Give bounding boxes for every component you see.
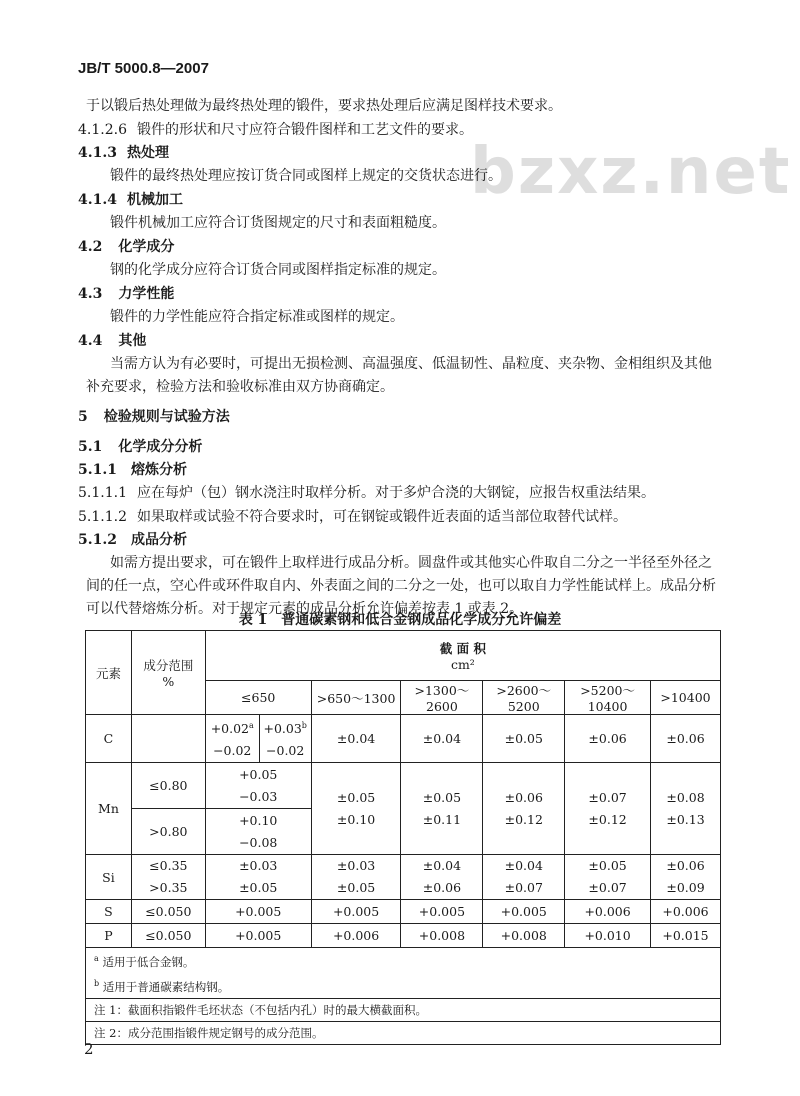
value-line: ±0.07 [504,880,543,896]
value-line: ±0.08 [666,789,705,805]
value-plus: +0.05 [239,766,278,782]
value-line: ±0.05 [422,789,462,805]
value-line: ±0.12 [588,811,627,827]
value-line: ±0.06 [504,789,543,805]
value-line: ±0.04 [422,858,462,874]
table-row [86,900,721,924]
clause-5-1-2-heading [78,530,187,550]
footnote-mark: b [94,978,100,988]
header-col: >10400 [651,681,721,715]
deviation-table [85,630,721,1045]
cell-value: ±0.05 [483,715,565,763]
clause-number: 4.1.3 [78,145,117,161]
cell-value [651,763,721,855]
header-area [205,631,720,681]
clause-4-2-text: 钢的化学成分应符合订货合同或图样指定标准的规定。 [110,262,446,278]
paragraph: 于以锻后热处理做为最终热处理的锻件，要求热处理后应满足图样技术要求。 [86,98,562,114]
cell-value: +0.010 [565,924,651,948]
clause-4-1-3-heading [78,143,169,163]
table-row [86,763,721,809]
clause-text: 如果取样或试验不符合要求时，可在钢锭或锻件近表面的适当部位取替代试样。 [136,509,627,525]
clause-5-1-1-2 [78,507,627,527]
value-plus: +0.10 [239,812,278,828]
value-line: ±0.04 [504,858,543,874]
clause-number: 5.1.1 [78,462,117,478]
section-5-heading [78,407,230,427]
value-line: ±0.03 [336,858,376,874]
value-minus: −0.02 [266,743,305,759]
note-row [86,998,721,1021]
footnote-mark: a [249,721,254,730]
clause-number: 5.1 [78,439,103,455]
header-range [131,631,205,715]
clause-5-1-heading [78,437,202,457]
clause-number: 4.1.4 [78,192,117,208]
cell-value [401,763,483,855]
clause-4-1-4-heading [78,190,183,210]
footnotes-cell [86,948,721,999]
value-line: ±0.06 [422,880,462,896]
header-col: ≤650 [205,681,311,715]
value-line: ±0.13 [666,811,705,827]
cell-value [205,855,311,900]
cell-value [259,715,311,763]
value-line: ±0.05 [239,880,278,896]
clause-title: 机械加工 [126,192,183,208]
footnote-mark: a [94,954,99,964]
clause-4-1-3-text: 锻件的最终热处理应按订货合同或图样上规定的交货状态进行。 [110,168,502,184]
header-element: 元素 [86,631,132,715]
footnote-b: 适用于普通碳素结构钢。 [102,979,230,994]
note-2: 注 2：成分范围指锻件规定钢号的成分范围。 [86,1021,721,1044]
table-row [86,715,721,763]
note-1: 注 1：截面积指锻件毛坯状态（不包括内孔）时的最大横截面积。 [86,998,721,1021]
cell-value [311,763,401,855]
clause-4-1-2-6 [78,120,473,140]
clause-4-4-text-line2: 补充要求，检验方法和验收标准由双方协商确定。 [86,379,394,395]
footnote-a: 适用于低合金钢。 [102,954,195,969]
cell-range: >0.80 [131,809,205,855]
header-col: >1300～2600 [401,681,483,715]
clause-5-1-2-line2: 间的任一点，空心件或环件取自内、外表面之间的二分之一处，也可以取自力学性能试样上。成品分析 [86,578,716,594]
clause-5-1-1-1 [78,483,655,503]
cell-value [483,763,565,855]
table-header-row [86,631,721,681]
clause-title: 热处理 [126,145,169,161]
cell-value: +0.006 [565,900,651,924]
table-row [86,924,721,948]
clause-5-1-2-line1: 如需方提出要求，可在锻件上取样进行成品分析。圆盘件或其他实心件取自二分之一半径至外径之 [110,555,712,571]
clause-4-1-4-text: 锻件机械加工应符合订货图规定的尺寸和表面粗糙度。 [110,215,446,231]
clause-text: 应在每炉（包）钢水浇注时取样分析。对于多炉合浇的大钢锭，应报告权重法结果。 [136,485,655,501]
page-number: 2 [84,1040,94,1058]
table-row [86,855,721,900]
table-caption: 表 1 普通碳素钢和低合金钢成品化学成分允许偏差 [238,612,562,628]
clause-number: 5 [78,409,88,425]
cell-value: +0.008 [401,924,483,948]
clause-5-1-2-line3: 可以代替熔炼分析。对于规定元素的成品分析允许偏差按表 1 或表 2。 [86,601,524,617]
cell-value: +0.015 [651,924,721,948]
value-plus: +0.02 [210,721,249,737]
cell-range [131,715,205,763]
watermark: bzxz.net [470,135,792,209]
clause-4-4-heading [78,331,146,351]
value-line: ±0.05 [336,880,376,896]
cell-value: +0.005 [401,900,483,924]
clause-number: 4.1.2.6 [78,122,127,138]
header-range-line2: % [162,674,175,689]
cell-value: +0.006 [651,900,721,924]
cell-value [565,763,651,855]
cell-value: +0.005 [483,900,565,924]
cell-value: +0.005 [311,900,401,924]
value-plus: +0.03 [263,721,302,737]
value-minus: −0.03 [239,788,278,804]
clause-4-4-text-line1: 当需方认为有必要时，可提出无损检测、高温强度、低温韧性、晶粒度、夹杂物、金相组织及其他 [110,356,712,372]
clause-title: 化学成分分析 [118,439,203,455]
header-col: >5200～10400 [565,681,651,715]
cell-value: +0.008 [483,924,565,948]
cell-range [131,855,205,900]
value-line: ±0.05 [336,789,376,805]
clause-4-3-text: 锻件的力学性能应符合指定标准或图样的规定。 [110,309,404,325]
clause-title: 熔炼分析 [130,462,187,478]
clause-title: 成品分析 [130,532,187,548]
cell-value: +0.006 [311,924,401,948]
clause-number: 4.2 [78,239,103,255]
cell-value [565,855,651,900]
clause-number: 5.1.1.2 [78,509,127,525]
clause-5-1-1-heading [78,460,187,480]
clause-number: 5.1.2 [78,532,117,548]
cell-element: Mn [86,763,132,855]
clause-title: 检验规则与试验方法 [103,409,230,425]
value-line: ±0.06 [666,858,705,874]
cell-value [401,855,483,900]
value-line: ±0.07 [588,880,627,896]
cell-element: P [86,924,132,948]
cell-value [311,855,401,900]
cell-range: ≤0.80 [131,763,205,809]
cell-range: ≤0.050 [131,924,205,948]
value-line: ±0.12 [504,811,543,827]
cell-value: +0.005 [205,900,311,924]
range-line: >0.35 [149,880,188,896]
clause-title: 其他 [118,333,147,349]
cell-value [205,715,259,763]
cell-value [483,855,565,900]
header-area-title: 截 面 积 [439,641,486,656]
cell-value: ±0.06 [651,715,721,763]
clause-number: 5.1.1.1 [78,485,127,501]
note-row [86,1021,721,1044]
cell-element: S [86,900,132,924]
header-range-line1: 成分范围 [143,658,194,673]
clause-number: 4.3 [78,286,103,302]
cell-value [651,855,721,900]
cell-element: Si [86,855,132,900]
cell-element: C [86,715,132,763]
cell-value [205,809,311,855]
cell-value: ±0.06 [565,715,651,763]
value-line: ±0.03 [239,858,278,874]
clause-text: 锻件的形状和尺寸应符合锻件图样和工艺文件的要求。 [136,122,473,138]
value-minus: −0.02 [213,743,252,759]
value-line: ±0.11 [422,811,462,827]
header-col: >2600～5200 [483,681,565,715]
cell-value: +0.005 [205,924,311,948]
value-line: ±0.09 [666,880,705,896]
header-area-unit: cm² [450,657,475,672]
clause-title: 力学性能 [118,286,175,302]
cell-range: ≤0.050 [131,900,205,924]
clause-title: 化学成分 [118,239,175,255]
value-line: ±0.10 [336,811,376,827]
cell-value: ±0.04 [401,715,483,763]
value-line: ±0.07 [588,789,627,805]
range-line: ≤0.35 [149,858,188,874]
clause-4-2-heading [78,237,174,257]
cell-value [205,763,311,809]
footnote-row [86,948,721,999]
document-code: JB/T 5000.8—2007 [78,60,209,77]
clause-4-3-heading [78,284,174,304]
value-minus: −0.08 [239,834,278,850]
clause-number: 4.4 [78,333,103,349]
cell-value: ±0.04 [311,715,401,763]
footnote-mark: b [301,721,307,730]
value-line: ±0.05 [588,858,627,874]
header-col: >650～1300 [311,681,401,715]
